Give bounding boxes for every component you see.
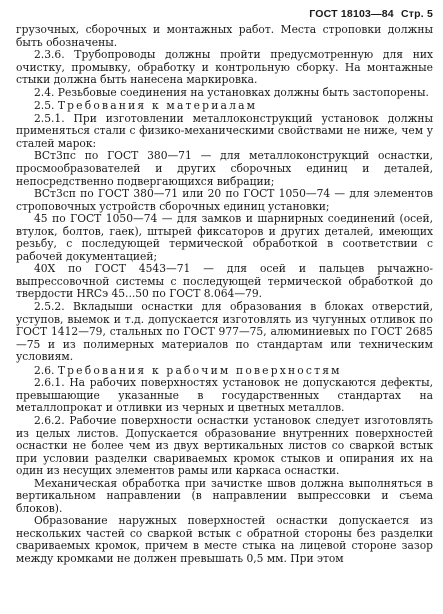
section-title: Требования к материалам	[57, 99, 258, 113]
section-title: Требования к рабочим поверхностям	[57, 363, 342, 377]
paragraph: 2.3.6. Трубопроводы должны пройти предусмотренную для них очистку, промывку, обработку и контрольную сборку. На монтажные стыки должна быть нанесена маркировка.	[16, 48, 433, 87]
page-number: Стр. 5	[400, 8, 433, 20]
paragraph: 40Х по ГОСТ 4543—71 — для осей и пальцев рычажно-выпрессовочной системы с последующей термической обработкой до твердости HRCэ 45...50 по ГОСТ 8.064—79.	[16, 262, 433, 301]
document-body	[16, 24, 433, 566]
paragraph: 45 по ГОСТ 1050—74 — для замков и шарнирных соединений (осей, втулок, болтов, гаек), штырей фиксаторов и других деталей, имеющих резьбу, с последующей термической обработкой в соответствии с рабочей документацией;	[16, 212, 433, 263]
section-number: 2.6.	[34, 363, 55, 377]
paragraph: 2.5.2. Вкладыши оснастки для образования в блоках отверстий, уступов, выемок и т.д. допускается изготовлять из чугунных отливок по ГОСТ 1412—79, стальных по ГОСТ 977—75, алюминиевых по ГОСТ 2685—75 и из полимерных материалов по стандартам или техническим условиям.	[16, 300, 433, 364]
paragraph: Образование наружных поверхностей оснастки допускается из нескольких частей со сваркой встык с обратной стороны без разделки свариваемых кромок, причем в месте стыка на лицевой стороне зазор между кромками не должен превышать 0,5 мм. При этом	[16, 514, 433, 565]
section-number: 2.5.	[34, 99, 55, 113]
paragraph: 2.5.1. При изготовлении металлоконструкций установок должны применяться стали с физико-механическими свойствами не ниже, чем у сталей марок:	[16, 111, 433, 150]
page-header	[16, 4, 433, 24]
paragraph: 2.6.2. Рабочие поверхности оснастки установок следует изготовлять из целых листов. Допускается образование внутренних поверхностей оснастки не более чем из двух вертикальных листов со сваркой встык при условии разделки свариваемых кромок стыков и опирания их на один из несущих элементов рамы или каркаса оснастки.	[16, 413, 433, 478]
paragraph: Механическая обработка при зачистке швов должна выполняться в вертикальном направлении (в направлении выпрессовки и съема блоков).	[16, 476, 433, 515]
paragraph: ВСт3сп по ГОСТ 380—71 или 20 по ГОСТ 1050—74 — для элементов строповочных устройств сборочных единиц установки;	[16, 187, 433, 213]
paragraph: 2.4. Резьбовые соединения на установках должны быть застопорены.	[34, 85, 429, 99]
section-heading	[16, 100, 433, 113]
paragraph: ВСт3пс по ГОСТ 380—71 — для металлоконструкций оснастки, просмообразователей и других сборочных единиц и деталей, непосредственно подвергающихся вибрации;	[16, 149, 433, 188]
paragraph: грузочных, сборочных и монтажных работ. Места строповки должны быть обозначены.	[16, 23, 433, 49]
paragraph: 2.6.1. На рабочих поверхностях установок не допускаются дефекты, превышающие указанные в государственных стандартах на металлопрокат и отливки из черных и цветных металлов.	[16, 376, 433, 415]
standard-number: ГОСТ 18103—84	[309, 8, 394, 20]
